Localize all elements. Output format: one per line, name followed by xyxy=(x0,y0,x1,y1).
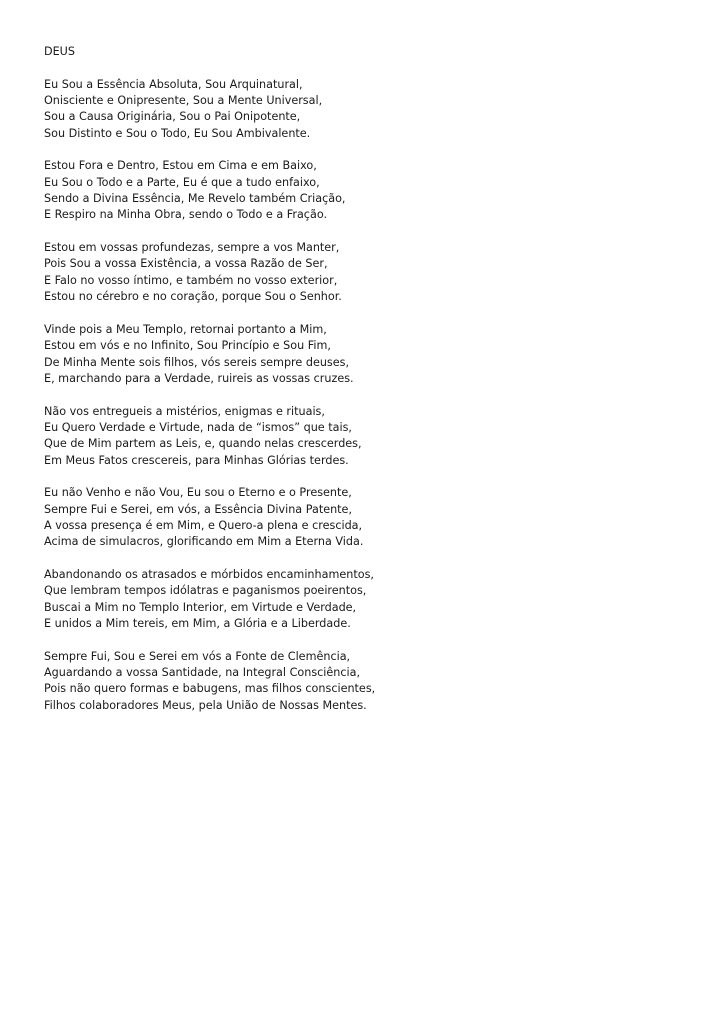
poem-line: Estou em vossas profundezas, sempre a vos Manter, xyxy=(44,241,340,255)
poem-line: Eu Sou o Todo e a Parte, Eu é que a tudo enfaixo, xyxy=(44,175,320,189)
poem-body xyxy=(44,44,684,730)
stanza xyxy=(44,240,684,305)
poem-line: Eu não Venho e não Vou, Eu sou o Eterno e o Presente, xyxy=(44,486,352,500)
poem-line: Sendo a Divina Essência, Me Revelo também Criação, xyxy=(44,192,346,206)
stanza xyxy=(44,404,684,469)
poem-line: E, marchando para a Verdade, ruireis as vossas cruzes. xyxy=(44,371,354,385)
poem-line: Onisciente e Onipresente, Sou a Mente Universal, xyxy=(44,94,323,108)
poem-line: Aguardando a vossa Santidade, na Integral Consciência, xyxy=(44,666,361,680)
poem-line: Filhos colaboradores Meus, pela União de Nossas Mentes. xyxy=(44,698,367,712)
stanza xyxy=(44,649,684,714)
poem-line: De Minha Mente sois filhos, vós sereis sempre deuses, xyxy=(44,355,350,369)
poem-line: Sou a Causa Originária, Sou o Pai Onipotente, xyxy=(44,110,301,124)
poem-line: Sempre Fui, Sou e Serei em vós a Fonte de Clemência, xyxy=(44,649,351,663)
stanza xyxy=(44,77,684,142)
poem-line: Pois não quero formas e babugens, mas filhos conscientes, xyxy=(44,682,376,696)
poem-line: Sempre Fui e Serei, em vós, a Essência Divina Patente, xyxy=(44,502,352,516)
poem-line: Abandonando os atrasados e mórbidos encaminhamentos, xyxy=(44,568,374,581)
poem-line: Não vos entregueis a mistérios, enigmas e rituais, xyxy=(44,404,325,418)
poem-line: Estou em vós e no Infinito, Sou Princípio e Sou Fim, xyxy=(44,339,331,353)
poem-line: Estou no cérebro e no coração, porque Sou o Senhor. xyxy=(44,290,342,304)
poem-line: Estou Fora e Dentro, Estou em Cima e em Baixo, xyxy=(44,159,317,173)
poem-title: DEUS xyxy=(44,45,75,58)
poem-line: Eu Quero Verdade e Virtude, nada de “ismos” que tais, xyxy=(44,420,352,434)
poem-line: Pois Sou a vossa Existência, a vossa Razão de Ser, xyxy=(44,257,328,271)
poem-line: E unidos a Mim tereis, em Mim, a Glória e a Liberdade. xyxy=(44,617,351,631)
poem-line: Sou Distinto e Sou o Todo, Eu Sou Ambivalente. xyxy=(44,126,311,140)
stanza-list xyxy=(44,77,684,714)
poem-line: Eu Sou a Essência Absoluta, Sou Arquinatural, xyxy=(44,77,303,91)
poem-line: Que lembram tempos idólatras e paganismos poeirentos, xyxy=(44,584,367,598)
poem-line: Que de Mim partem as Leis, e, quando nelas crescerdes, xyxy=(44,437,362,451)
poem-line: A vossa presença é em Mim, e Quero-a plena e crescida, xyxy=(44,518,363,532)
poem-line: Acima de simulacros, glorificando em Mim a Eterna Vida. xyxy=(44,535,364,549)
poem-line: Vinde pois a Meu Templo, retornai portanto a Mim, xyxy=(44,322,327,336)
stanza xyxy=(44,485,684,550)
poem-line: E Falo no vosso íntimo, e também no vosso exterior, xyxy=(44,273,338,287)
stanza xyxy=(44,158,684,223)
poem-line: Em Meus Fatos crescereis, para Minhas Glórias terdes. xyxy=(44,453,349,467)
stanza xyxy=(44,567,684,632)
poem-line: E Respiro na Minha Obra, sendo o Todo e a Fração. xyxy=(44,208,328,222)
poem-line: Buscai a Mim no Templo Interior, em Virtude e Verdade, xyxy=(44,600,357,614)
stanza xyxy=(44,322,684,387)
